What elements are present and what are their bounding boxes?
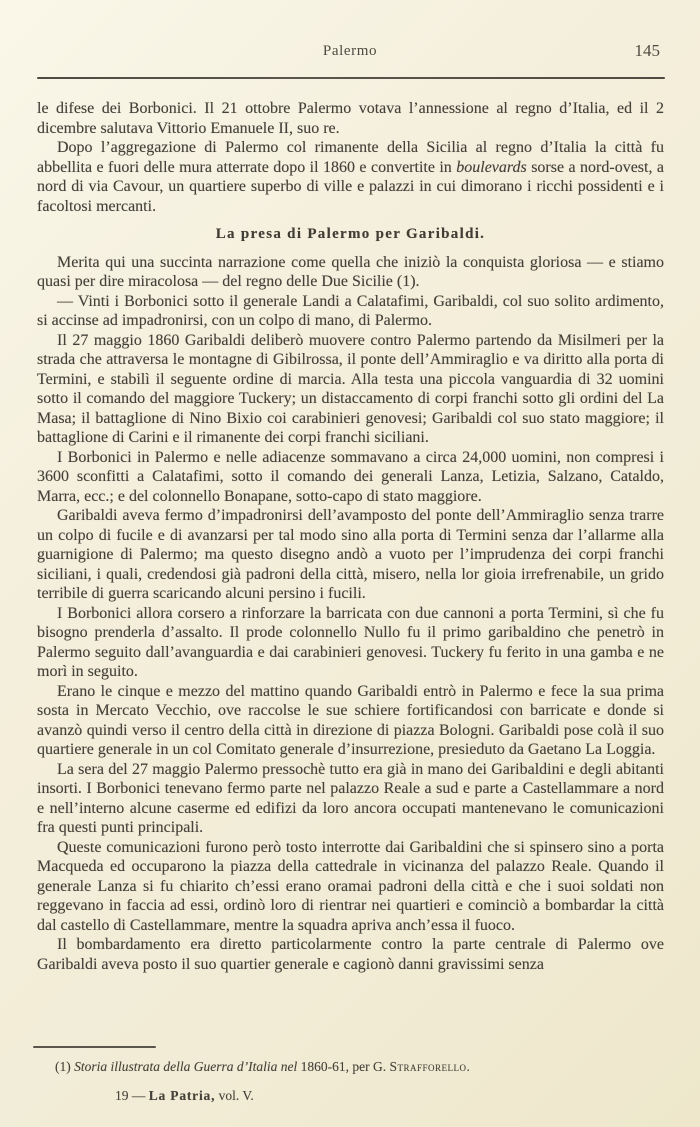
text-run: Queste comunicazioni furono però tosto interrotte dai Garibaldini che si spinsero sino a porta Macqueda ed occuparono la piazza della cattedrale in vicinanza del palazzo Reale. Quando il generale Lanza si fu chiarito ch’essi erano oramai padroni della città e che i suoi soldati non reggevano in faccia ad essi, ordinò loro di rientrar nei quartieri e cominciò a bombardar la città dal castello di Castellammare, mentre la squadra apriva anch’essa il fuoco. [37,838,664,934]
text-run: . [466,1058,470,1074]
running-head-title: Palermo [322,43,378,59]
paragraph [37,682,664,760]
text-run: I Borbonici allora corsero a rinforzare la barricata con due cannoni a porta Termini, sì che fu bisogno prenderla d’assalto. Il prode colonnello Nullo fu il primo garibaldino che penetrò in Palermo seguito dall’avanguardia e dai carabinieri genovesi. Tuckery fu ferito in una gamba e ne morì in seguito. [37,604,664,680]
text-run: Il bombardamento era diretto particolarmente contro la parte centrale di Palermo ove Garibaldi aveva posto il suo quartier generale e cagionò danni gravissimi senza [37,936,664,973]
paragraph [37,138,664,216]
text-run: le difese dei Borbonici. Il 21 ottobre Palermo votava l’annessione al regno d’Italia, ed il 2 dicembre salutava Vittorio Emanuele II, suo re. [37,100,664,137]
footnote-separator-rule [33,1046,156,1048]
text-run: I Borbonici in Palermo e nelle adiacenze sommavano a circa 24,000 uomini, non compresi i 3600 sconfitti a Calatafimi, sotto il comando dei generali Lanza, Letizia, Salzano, Cataldo, Marra, ecc.; e del colonnello Bonapane, sotto-capo di stato maggiore. [37,448,664,505]
main-text-block [37,99,664,974]
text-run: Merita qui una succinta narrazione come quella che iniziò la conquista gloriosa — e stiamo quasi per dire miracolosa — del regno delle Due Sicilie (1). [37,253,664,290]
header-rule [37,77,665,79]
text-run: Dopo l’aggregazione di Palermo col rimanente della Sicilia al regno d’Italia la città fu abbellita e fuori delle mura atterrate dopo il 1860 e convertite in [37,139,664,176]
paragraph [37,506,664,604]
page-number: 145 [634,41,660,60]
paragraph [37,604,664,682]
text-run: (1) [55,1058,75,1074]
footnote-area [33,1046,663,1104]
paragraph [37,99,664,138]
text-run: vol. V. [215,1087,254,1103]
text-run: sorse a nord-ovest, a nord di via Cavour, un quartiere superbo di ville e palazzi in cui dimorano i ricchi possidenti e i facoltosi mercanti. [37,158,665,215]
text-run: La sera del 27 maggio Palermo pressochè tutto era già in mano dei Garibaldini e degli abitanti insorti. I Borbonici tenevano fermo parte nel palazzo Reale a sud e parte a Castellammare a nord e nell’interno alcune caserme ed edifizi da loro ancora occupati mantenevano le comunicazioni fra questi punti principali. [37,760,664,836]
text-run: Erano le cinque e mezzo del mattino quando Garibaldi entrò in Palermo e fece la sua prima sosta in Mercato Vecchio, ove raccolse le sue schiere fortificandosi con barricate e donde si avanzò quindi verso il centro della città in direzione di piazza Bologni. Garibaldi pose colà il suo quartiere generale in un col Comitato generale d’insurrezione, presieduto da Gaetano La Loggia. [37,682,664,758]
volume-imprint [33,1088,663,1104]
text-run: Storia illustrata della Guerra d’Italia nel [74,1058,298,1074]
text-run: 1860-61, per G. [297,1058,390,1074]
paragraph [37,253,664,292]
text-run: Strafforello [389,1058,467,1074]
paragraph [37,331,664,448]
paragraph [37,292,664,331]
text-run: 19 — [115,1087,149,1103]
text-run: La Patria, [148,1087,216,1103]
paragraph [37,935,664,974]
text-run: Garibaldi aveva fermo d’impadronirsi dell’avamposto del ponte dell’Ammiraglio senza trarre un colpo di fucile e di avanzarsi per tal modo sino alla porta di Termini senza dar l’allarme alla guarnigione di Palermo; ma questo disegno andò a vuoto per l’imprudenza dei corpi franchi siciliani, i quali, credendosi già padroni della città, misero, nella lor gioia irrefrenabile, un grido terribile di guerra scaricando alcuni persino i fucili. [37,507,664,602]
paragraph [37,448,664,507]
text-run: Il 27 maggio 1860 Garibaldi deliberò muovere contro Palermo partendo da Misilmeri per la strada che attraversa le montagne di Gibilrossa, il ponte dell’Ammiraglio e va diritto alla porta di Termini, e stabilì il seguente ordine di marcia. Alla testa una piccola vanguardia di 32 uomini sotto il comando del maggiore Tuckery; un distaccamento di corpi franchi sotto gli ordini del La Masa; il battaglione di Nino Bixio coi carabinieri genovesi; Garibaldi col suo stato maggiore; il battaglione di Carini e il rimanente dei corpi franchi siciliani. [37,331,664,446]
paragraph [37,838,664,936]
footnote [33,1059,663,1075]
paragraph [37,760,664,838]
text-run: boulevards [456,158,527,176]
section-heading: La presa di Palermo per Garibaldi. [215,226,486,242]
text-run: — Vinti i Borbonici sotto il generale Landi a Calatafimi, Garibaldi, col suo solito ardimento, si accinse ad impadronirsi, con un colpo di mano, di Palermo. [37,292,664,329]
